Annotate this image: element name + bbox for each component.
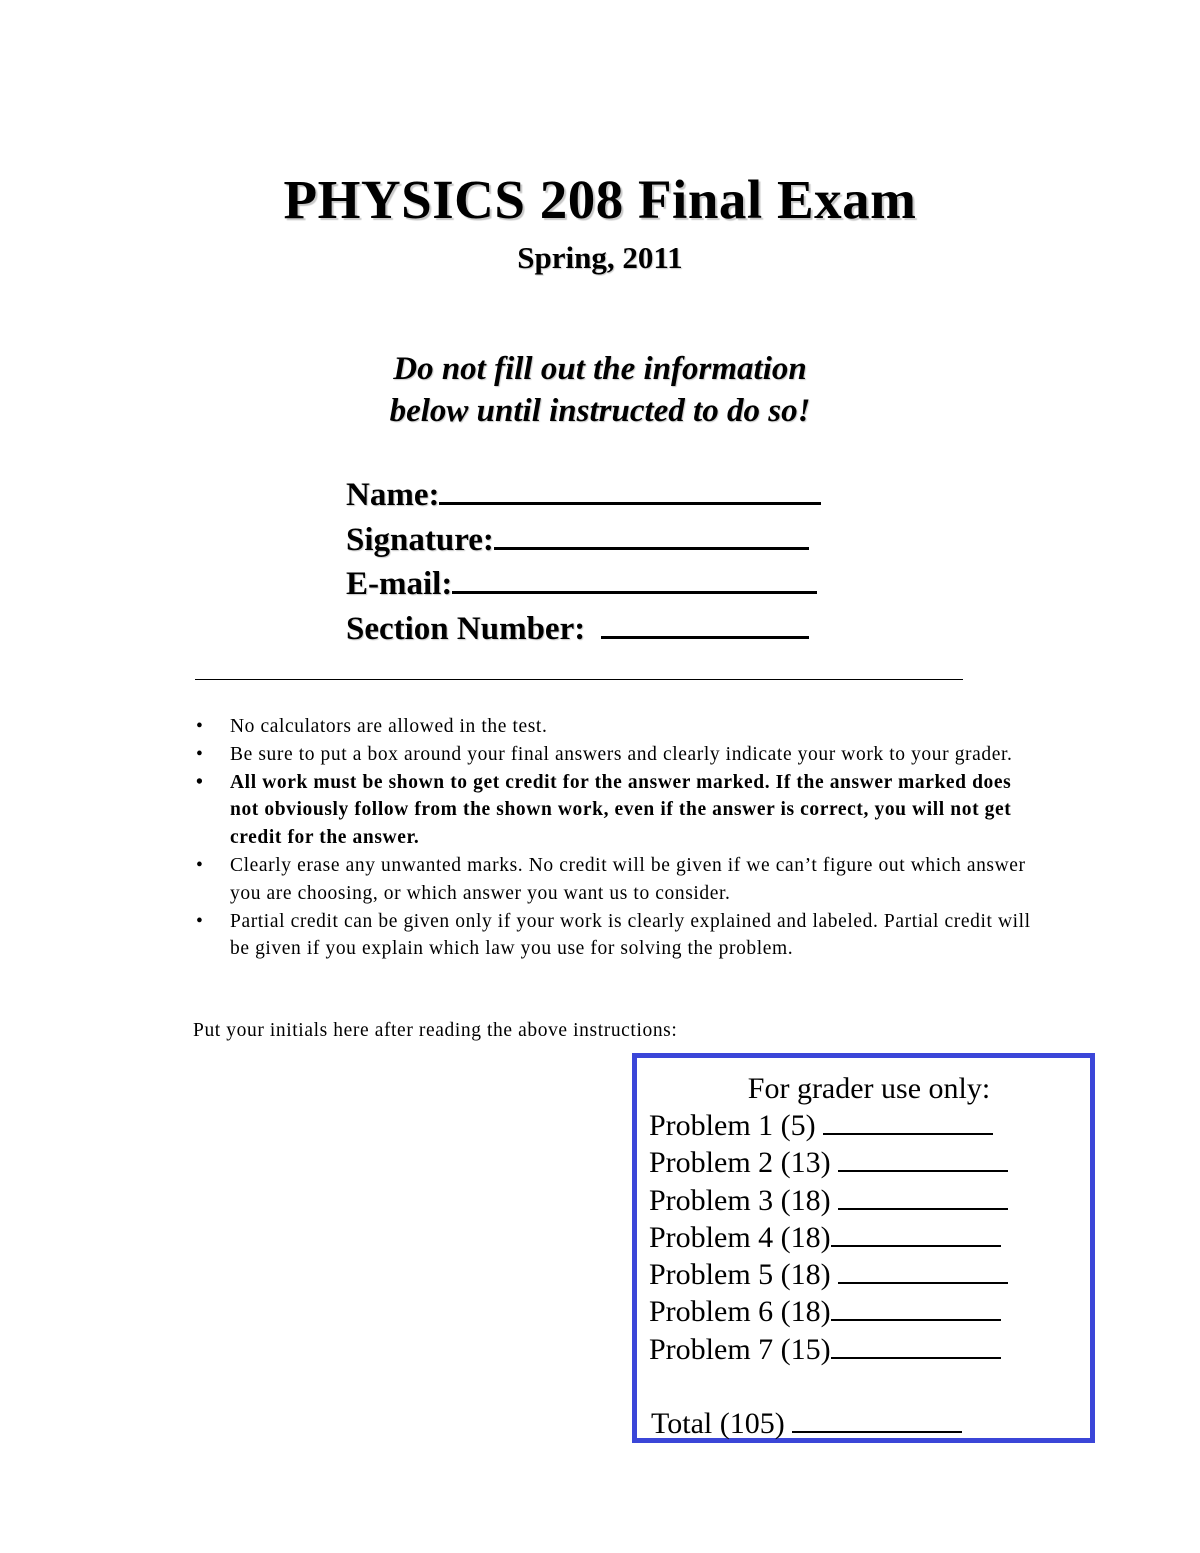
instruction-text: No calculators are allowed in the test. xyxy=(230,716,548,737)
divider-line xyxy=(195,679,963,680)
bullet-icon: • xyxy=(196,743,204,765)
signature-blank[interactable] xyxy=(494,517,809,550)
section-number-blank[interactable] xyxy=(601,606,809,639)
grader-total-row xyxy=(649,1405,1090,1442)
grader-score-blank[interactable] xyxy=(831,1331,1001,1359)
fill-warning xyxy=(0,348,1200,432)
student-info-fields xyxy=(346,472,821,650)
grader-problem-label: Problem 7 (15) xyxy=(649,1332,831,1366)
instruction-item xyxy=(193,713,1043,741)
grader-problem-label: Problem 6 (18) xyxy=(649,1295,831,1329)
section-number-label: Section Number: xyxy=(346,610,594,647)
grader-score-blank[interactable] xyxy=(823,1107,993,1135)
grader-score-blank[interactable] xyxy=(838,1256,1008,1284)
instructions-list xyxy=(193,713,1043,963)
grader-problem-row xyxy=(649,1256,1090,1293)
bullet-icon: • xyxy=(196,854,204,876)
grader-problem-label: Problem 1 (5) xyxy=(649,1109,824,1142)
section-number-field[interactable] xyxy=(346,606,821,651)
name-blank[interactable] xyxy=(439,472,821,505)
grader-total-blank[interactable] xyxy=(792,1405,962,1433)
email-label: E-mail: xyxy=(346,566,453,602)
grader-problem-row xyxy=(649,1107,1090,1144)
grader-score-blank[interactable] xyxy=(831,1219,1001,1247)
email-field[interactable] xyxy=(346,561,821,606)
initials-prompt: Put your initials here after reading the above instructions: xyxy=(193,1020,678,1041)
signature-label: Signature: xyxy=(346,521,494,558)
instruction-text: Be sure to put a box around your final answers and clearly indicate your work to your grader. xyxy=(230,743,1013,765)
grader-box-title: For grader use only: xyxy=(747,1072,991,1105)
email-blank[interactable] xyxy=(452,561,817,594)
grader-problem-row xyxy=(649,1293,1090,1330)
name-field[interactable] xyxy=(346,472,821,517)
grader-problem-row xyxy=(649,1182,1090,1219)
grader-problem-label: Problem 4 (18) xyxy=(649,1220,831,1254)
instruction-text: Clearly erase any unwanted marks. No credit will be given if we can’t figure out which answer you are choosing, or which answer you want us to consider. xyxy=(230,854,1026,904)
exam-title: PHYSICS 208 Final Exam xyxy=(283,169,917,230)
grader-score-blank[interactable] xyxy=(838,1144,1008,1172)
grader-problem-row xyxy=(649,1331,1090,1368)
grader-score-blank[interactable] xyxy=(831,1293,1001,1321)
grader-problem-row xyxy=(649,1144,1090,1181)
fill-warning-line-2: below until instructed to do so! xyxy=(389,393,811,429)
grader-box xyxy=(632,1053,1095,1443)
instruction-item xyxy=(193,852,1043,908)
grader-problem-row xyxy=(649,1219,1090,1256)
instruction-item xyxy=(193,908,1043,964)
grader-problem-label: Problem 2 (13) xyxy=(649,1146,839,1180)
bullet-icon: • xyxy=(196,771,204,793)
instruction-item xyxy=(193,741,1043,769)
bullet-icon: • xyxy=(196,716,204,737)
grader-problem-label: Problem 3 (18) xyxy=(649,1183,839,1217)
grader-total-label: Total (105) xyxy=(651,1407,793,1441)
exam-term: Spring, 2011 xyxy=(517,240,683,275)
instruction-item xyxy=(193,769,1043,852)
instruction-text: All work must be shown to get credit for the answer marked. If the answer marked does not obviously follow from the shown work, even if the answer is correct, you will not get credit for the answer. xyxy=(230,771,1012,849)
grader-score-blank[interactable] xyxy=(838,1182,1008,1210)
fill-warning-line-1: Do not fill out the information xyxy=(393,351,807,387)
instruction-text: Partial credit can be given only if your work is clearly explained and labeled. Partial credit will be given if you explain which law you use for solving the problem. xyxy=(230,910,1031,960)
grader-problem-label: Problem 5 (18) xyxy=(649,1258,839,1292)
bullet-icon: • xyxy=(196,910,204,932)
name-label: Name: xyxy=(346,477,440,513)
signature-field[interactable] xyxy=(346,517,821,562)
